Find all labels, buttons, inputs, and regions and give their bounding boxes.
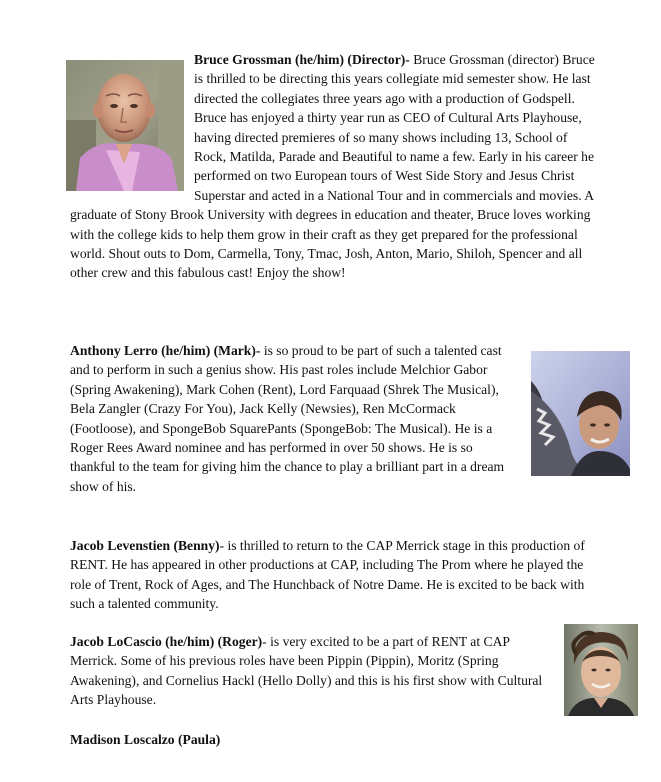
bio-name-jacob-locascio: Jacob LoCascio (he/him) (Roger) bbox=[70, 634, 263, 649]
headshot-anthony-lerro bbox=[531, 351, 630, 476]
bio-name-jacob-levenstien: Jacob Levenstien (Benny) bbox=[70, 538, 220, 553]
bio-name-bruce: Bruce Grossman (he/him) (Director)- bbox=[194, 52, 410, 67]
bio-madison-loscalzo bbox=[70, 730, 598, 749]
bio-jacob-levenstien bbox=[70, 536, 600, 614]
bio-jacob-locascio bbox=[70, 632, 638, 716]
bio-name-anthony: Anthony Lerro (he/him) (Mark)- bbox=[70, 343, 261, 358]
bio-text-jacob-levenstien: - is thrilled to return to the CAP Merrick stage in this production of RENT. He has appeared in other productions at CAP, including The Prom where he played the role of Trent, Rock of Ages, and The Hunchback of Notre Dame. He is excited to be back with such a talented community. bbox=[70, 538, 585, 612]
bio-text-jacob-locascio: - is very excited to be a part of RENT at CAP Merrick. Some of his previous roles have been Pippin (Pippin), Moritz (Spring Awakening), and Cornelius Hackl (Hello Dolly) and this is his first show with Cultural Arts Playhouse. bbox=[70, 634, 543, 708]
bio-anthony-lerro bbox=[70, 341, 660, 496]
bio-bruce-grossman bbox=[70, 50, 598, 283]
headshot-bruce-grossman bbox=[66, 60, 184, 191]
bio-name-madison: Madison Loscalzo (Paula) bbox=[70, 732, 221, 747]
bio-text-bruce: Bruce Grossman (director) Bruce is thrilled to be directing this years collegiate mid semester show. He last directed the collegiates three years ago with a production of Godspell. Bruce has enjoyed a thirty year run as CEO of Cultural Arts Playhouse, having directed premieres of so many shows including 13, School of Rock, Matilda, Parade and Beautiful to name a few. Early in his career he performed on two European tours of West Side Story and Jesus Christ Superstar and acted in a National Tour and in commercials and movies. A graduate of Stony Brook University with degrees in education and theater, Bruce loves working with the college kids to help them grow in their craft as they get prepared for the professional world. Shout outs to Dom, Carmella, Tony, Tmac, Josh, Anton, Mario, Shiloh, Spencer and all other crew and this fabulous cast! Enjoy the show! bbox=[70, 52, 595, 281]
bio-text-anthony: is so proud to be part of such a talented cast and to perform in such a genius show. His past roles include Melchior Gabor (Spring Awakening), Mark Cohen (Rent), Lord Farquaad (Shrek The Musical), Bela Zangler (Crazy For You), Jack Kelly (Newsies), Ren McCormack (Footloose), and SpongeBob SquarePants (SpongeBob: The Musical). He is a Roger Rees Award nominee and has performed in over 50 shows. He is so thankful to the team for giving him the chance to play a brilliant part in a dream show of his. bbox=[70, 343, 505, 494]
headshot-jacob-locascio bbox=[564, 624, 638, 716]
